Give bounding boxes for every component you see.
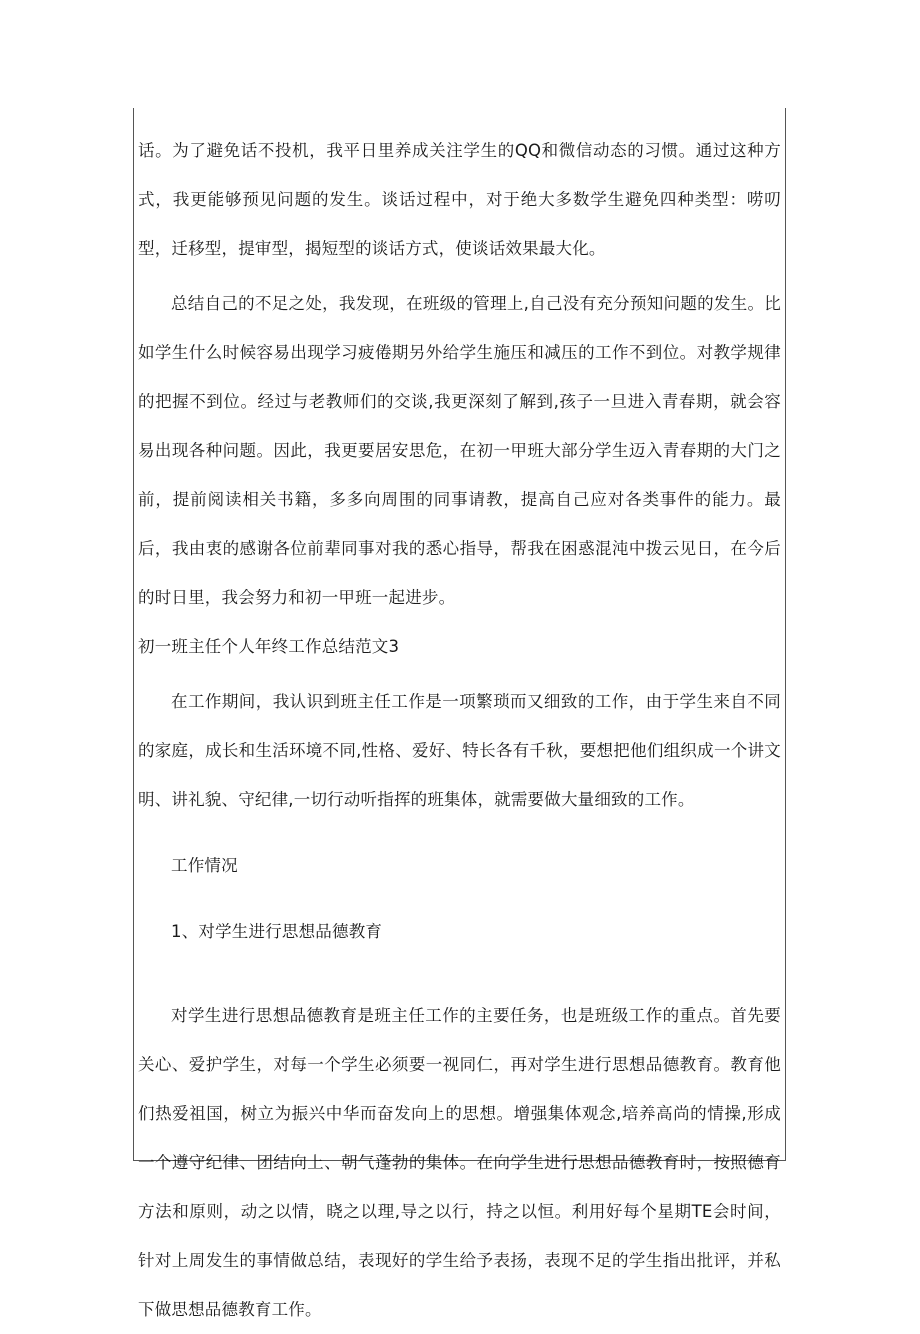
subsection-title: 工作情况 (171, 856, 238, 875)
paragraph-3: 在工作期间，我认识到班主任工作是一项繁琐而又细致的工作，由于学生来自不同的家庭，成长和生活环境不同,性格、爱好、特长各有千秋，要想把他们组织成一个讲文明、讲礼貌、守纪律,一切行动听指挥的班集体，就需要做大量细致的工作。 (138, 692, 781, 809)
list-item-1: 1、对学生进行思想品德教育 (171, 922, 383, 941)
paragraph-4: 对学生进行思想品德教育是班主任工作的主要任务，也是班级工作的重点。首先要关心、爱护学生，对每一个学生必须要一视同仁，再对学生进行思想品德教育。教育他们热爱祖国，树立为振兴中华而奋发向上的思想。增强集体观念,培养高尚的情操,形成一个遵守纪律、团结向上、朝气蓬勃的集体。在向学生进行思想品德教育时，按照德育方法和原则，动之以情，晓之以理,导之以行，持之以恒。利用好每个星期TE会时间，针对上周发生的事情做总结，表现好的学生给予表扬，表现不足的学生指出批评，并私下做思想品德教育工作。 (138, 1006, 781, 1319)
section-heading: 初一班主任个人年终工作总结范文3 (138, 637, 400, 656)
document-frame (133, 108, 786, 1319)
paragraph-2: 总结自己的不足之处，我发现，在班级的管理上,自己没有充分预知问题的发生。比如学生什么时候容易出现学习疲倦期另外给学生施压和减压的工作不到位。对教学规律的把握不到位。经过与老教师们的交谈,我更深刻了解到,孩子一旦进入青春期，就会容易出现各种问题。因此，我更要居安思危，在初一甲班大部分学生迈入青春期的大门之前，提前阅读相关书籍，多多向周围的同事请教，提高自己应对各类事件的能力。最后，我由衷的感谢各位前辈同事对我的悉心指导，帮我在困惑混沌中拨云见日，在今后的时日里，我会努力和初一甲班一起进步。 (138, 294, 781, 607)
paragraph-1: 话。为了避免话不投机，我平日里养成关注学生的QQ和微信动态的习惯。通过这种方式，我更能够预见问题的发生。谈话过程中，对于绝大多数学生避免四种类型：唠叨型，迁移型，提审型，揭短型的谈话方式，使谈话效果最大化。 (138, 141, 781, 258)
document-body (138, 126, 781, 1334)
